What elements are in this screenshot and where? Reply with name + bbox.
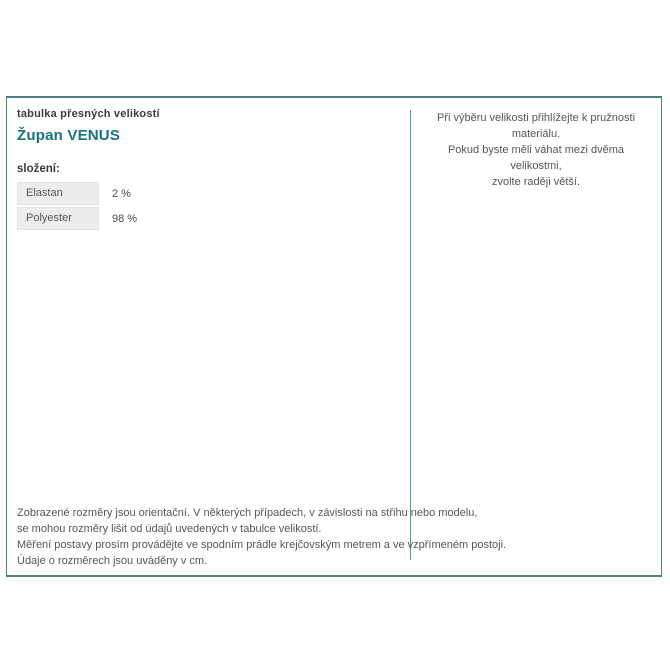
disclaimer-line: Zobrazené rozměry jsou orientační. V některých případech, v závislosti na střihu nebo modelu, (17, 507, 478, 519)
material-name-cell: Polyester (17, 207, 99, 230)
disclaimer-line: Údaje o rozměrech jsou uváděny v cm. (17, 555, 208, 567)
product-title: Župan VENUS (17, 127, 121, 144)
material-percent-value: 98 % (112, 212, 138, 225)
material-percent-value: 2 % (112, 187, 131, 200)
disclaimer-line: se mohou rozměry lišit od údajů uvedených v tabulce velikostí. (17, 523, 322, 535)
note-line: Při výběru velikosti přihlížejte k pružnosti materiálu. (436, 112, 636, 140)
table-row (17, 182, 410, 205)
size-table-panel (6, 96, 662, 577)
note-line: Pokud byste měli váhat mezi dvěma velikostmi, (447, 144, 625, 172)
measurement-disclaimer (17, 505, 506, 569)
disclaimer-line: Měření postavy prosím provádějte ve spodním prádle krejčovským metrem a ve vzpřímeném postoji. (17, 539, 507, 551)
composition-table (17, 182, 410, 230)
table-row (17, 207, 410, 230)
panel-subtitle: tabulka přesných velikostí (17, 108, 160, 120)
size-advice-note (411, 98, 661, 575)
material-name-cell: Elastan (17, 182, 99, 205)
note-line: zvolte raději větší. (491, 176, 581, 188)
main-column (7, 98, 507, 575)
composition-label: složení: (17, 163, 60, 175)
